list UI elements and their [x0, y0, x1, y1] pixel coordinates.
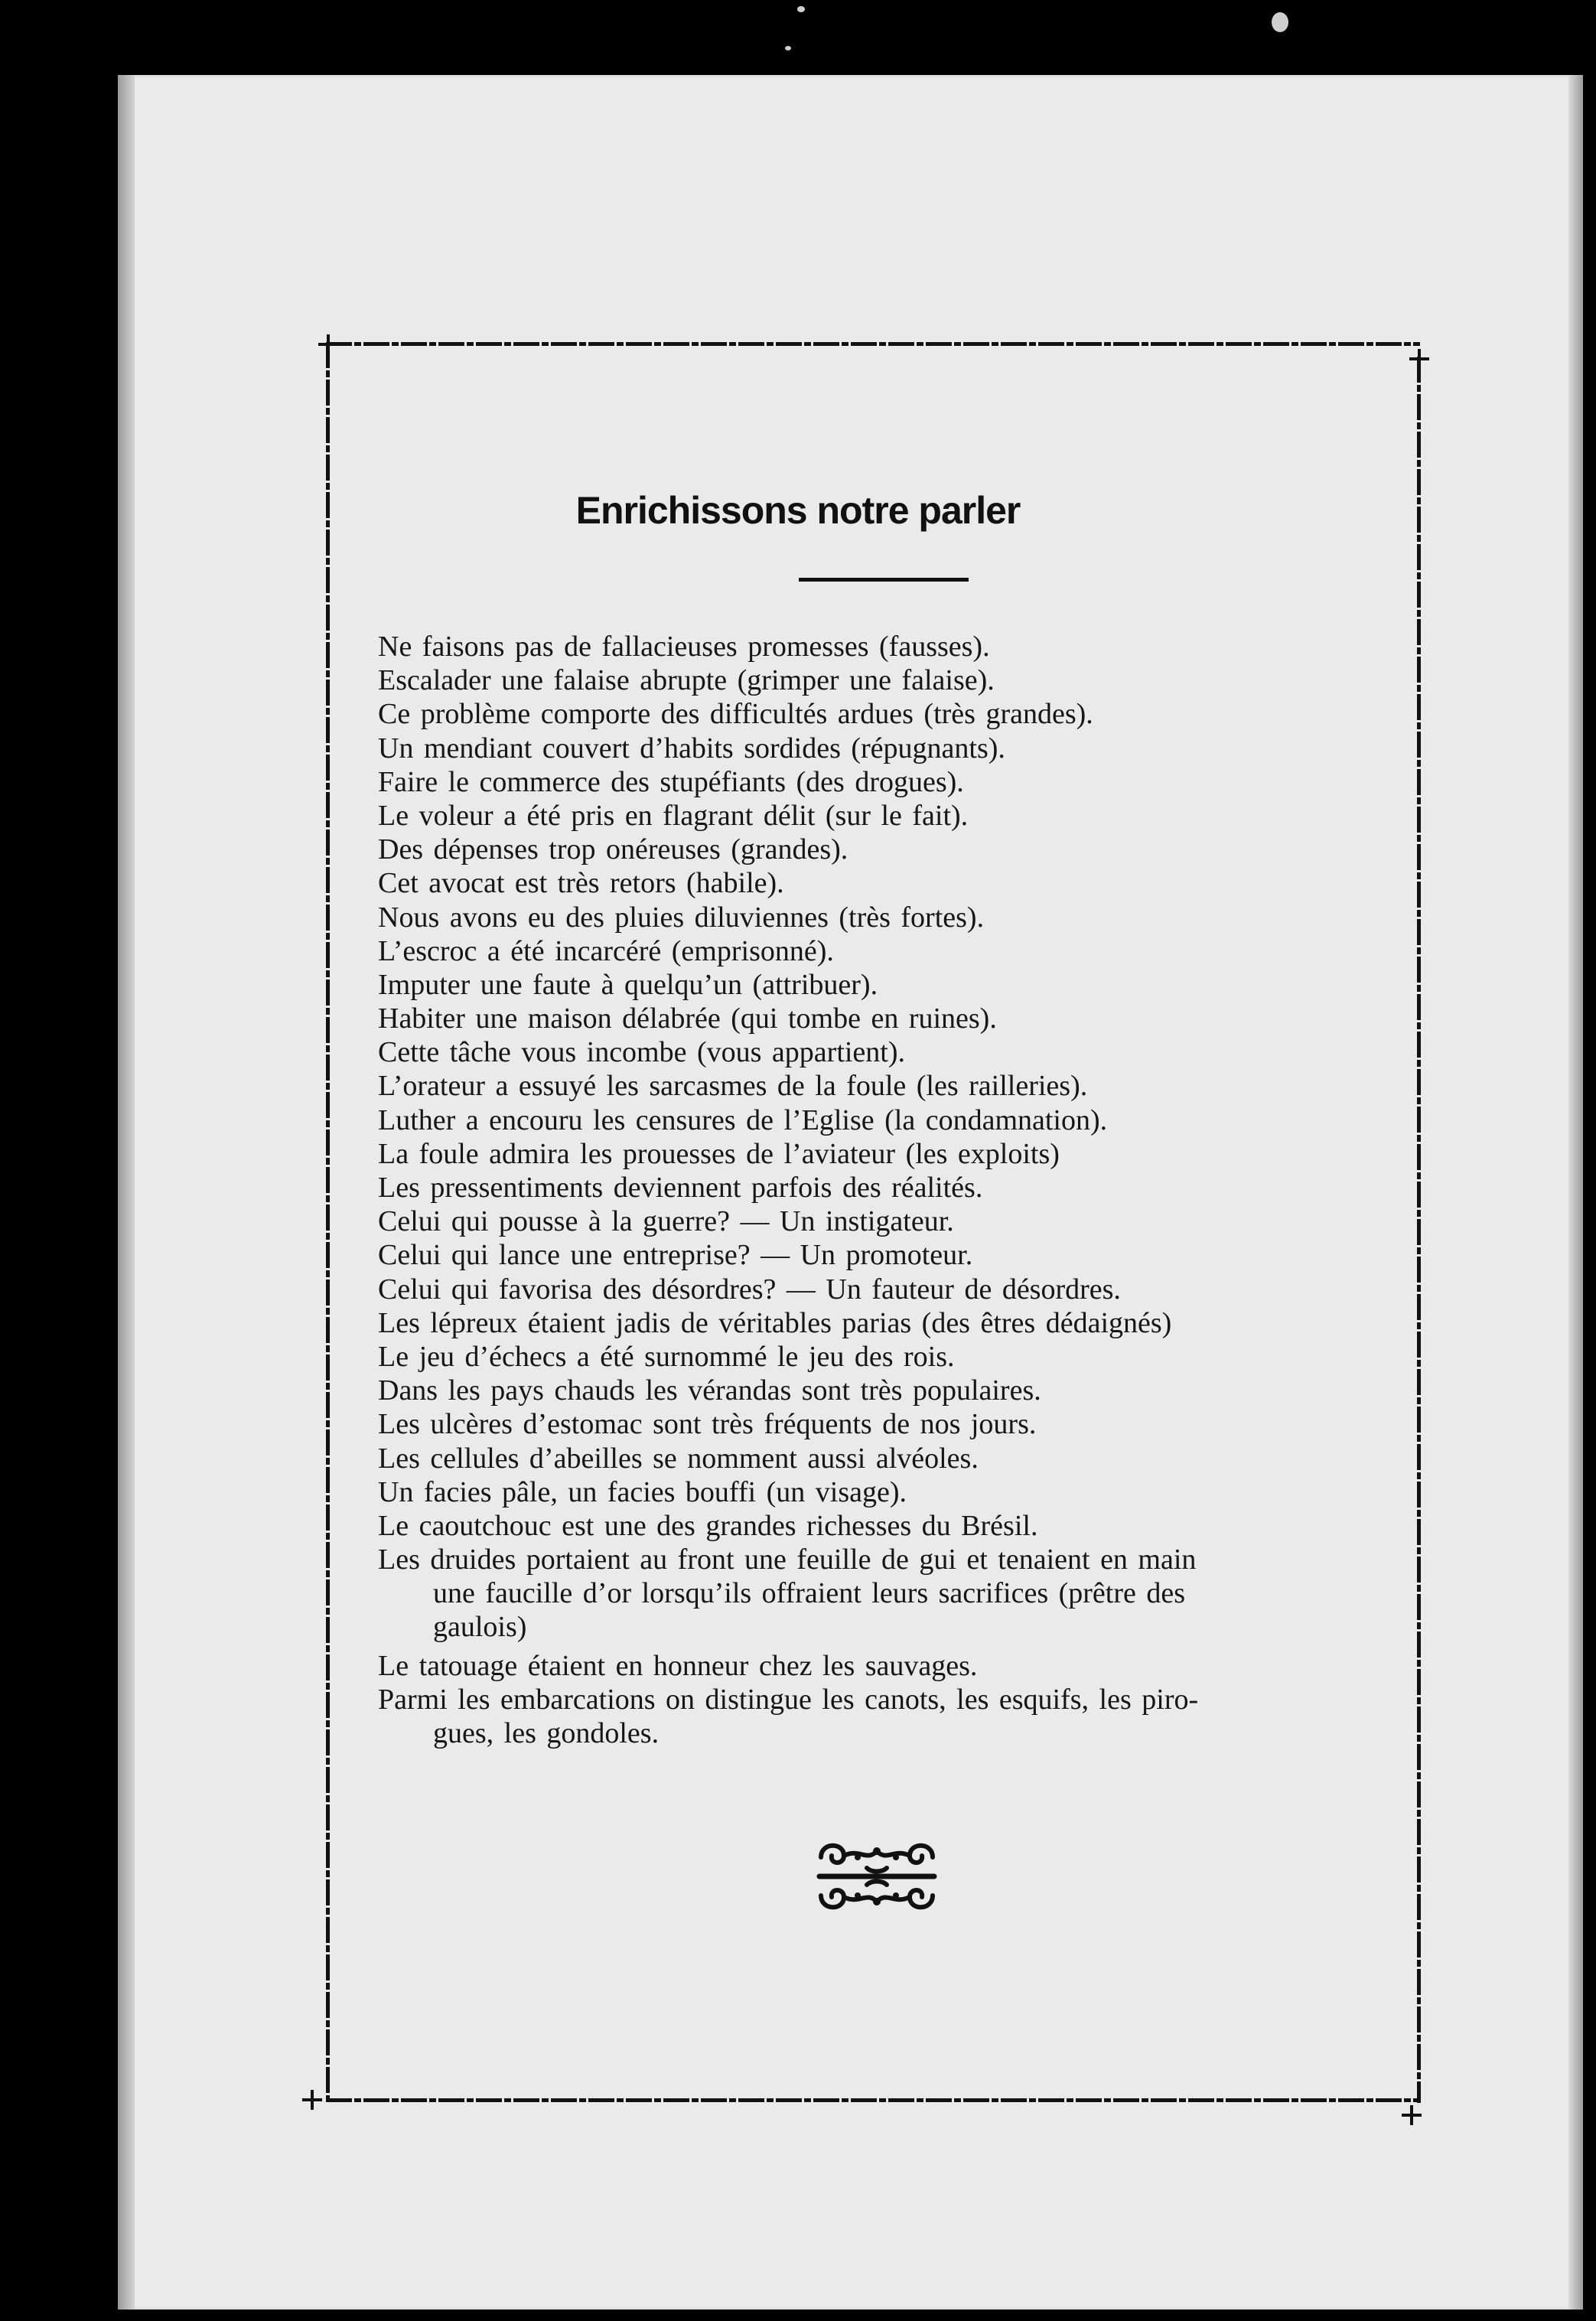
text-line: Le voleur a été pris en flagrant délit (sur le fait). — [378, 799, 969, 832]
text-line: Celui qui favorisa des désordres? — Un fauteur de désordres. — [378, 1273, 1121, 1306]
frame-bottom-rule — [326, 2098, 1420, 2102]
text-line: Luther a encouru les censures de l’Eglise (la condamnation). — [378, 1103, 1108, 1136]
text-line: Un mendiant couvert d’habits sordides (répugnants). — [378, 732, 1005, 764]
text-line-continuation: une faucille d’or lorsqu’ils offraient leurs sacrifices (prêtre des — [433, 1577, 1186, 1610]
text-line: Des dépenses trop onéreuses (grandes). — [378, 833, 848, 866]
text-line-continuation: gaulois) — [433, 1611, 527, 1644]
text-line: Le tatouage étaient en honneur chez les sauvages. — [378, 1649, 978, 1682]
frame-left-rule — [326, 342, 330, 2102]
text-line: Ne faisons pas de fallacieuses promesses (fausses). — [378, 631, 990, 663]
text-line: Imputer une faute à quelqu’un (attribuer). — [378, 968, 878, 1001]
text-line: Parmi les embarcations on distingue les canots, les esquifs, les piro- — [378, 1683, 1199, 1716]
text-line: Les druides portaient au front une feuille de gui et tenaient en main — [378, 1544, 1197, 1576]
text-line: Cette tâche vous incombe (vous appartient). — [378, 1036, 906, 1069]
title-underline — [799, 578, 969, 582]
vocabulary-list — [378, 630, 1388, 1750]
text-line: Escalader une falaise abrupte (grimper une falaise). — [378, 664, 995, 697]
text-line: Les cellules d’abeilles se nomment aussi alvéoles. — [378, 1442, 979, 1475]
text-line: La foule admira les prouesses de l’aviateur (les exploits) — [378, 1137, 1060, 1170]
text-line: Un facies pâle, un facies bouffi (un visage). — [378, 1475, 907, 1508]
scan-speck — [1272, 12, 1288, 32]
text-line: Les pressentiments deviennent parfois des réalités. — [378, 1172, 983, 1204]
text-line: Celui qui lance une entreprise? — Un promoteur. — [378, 1239, 973, 1272]
text-line: Celui qui pousse à la guerre? — Un instigateur. — [378, 1205, 954, 1238]
text-line-continuation: gues, les gondoles. — [433, 1717, 660, 1749]
text-line: Le caoutchouc est une des grandes richesses du Brésil. — [378, 1509, 1038, 1542]
text-line: L’escroc a été incarcéré (emprisonné). — [378, 934, 834, 967]
frame-corner-bottom-left — [302, 2090, 322, 2110]
frame-corner-top-left — [318, 334, 338, 354]
text-line: L’orateur a essuyé les sarcasmes de la foule (les railleries). — [378, 1070, 1088, 1103]
scan-speck — [785, 46, 791, 51]
text-line: Dans les pays chauds les vérandas sont très populaires. — [378, 1374, 1041, 1407]
text-line: Faire le commerce des stupéfiants (des drogues). — [378, 765, 964, 798]
page-title: Enrichissons notre parler — [575, 489, 1021, 532]
text-line: Les ulcères d’estomac sont très fréquents de nos jours. — [378, 1408, 1037, 1441]
text-line: Habiter une maison délabrée (qui tombe en ruines). — [378, 1002, 997, 1035]
page-binding-edge — [118, 75, 135, 2310]
text-line: Le jeu d’échecs a été surnommé le jeu des rois. — [378, 1340, 955, 1373]
text-line: Les lépreux étaient jadis de véritables parias (des êtres dédaignés) — [378, 1306, 1172, 1339]
frame-right-rule — [1417, 357, 1421, 2103]
text-line: Ce problème comporte des difficultés ardues (très grandes). — [378, 698, 1093, 731]
frame-corner-top-right — [1409, 349, 1429, 369]
page-right-edge — [1568, 75, 1583, 2310]
frame-top-rule — [326, 342, 1420, 346]
frame-corner-bottom-right — [1402, 2105, 1422, 2125]
scan-speck — [797, 6, 805, 12]
text-line: Cet avocat est très retors (habile). — [378, 867, 784, 900]
scroll-ornament-icon — [813, 1834, 940, 1918]
text-line: Nous avons eu des pluies diluviennes (très fortes). — [378, 901, 985, 934]
